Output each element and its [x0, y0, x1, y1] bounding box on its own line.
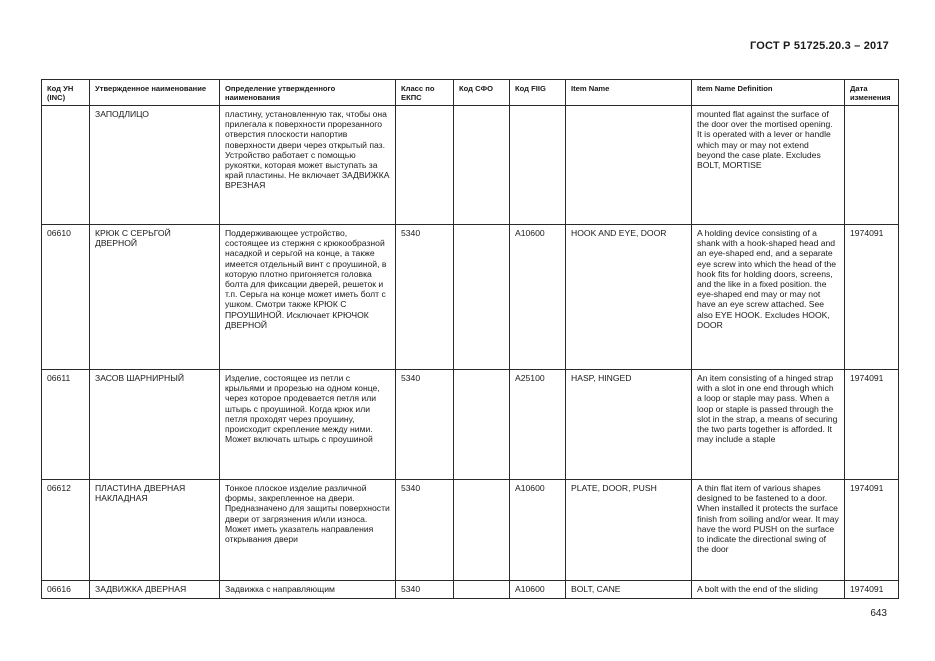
- cell-item-name: [566, 106, 692, 225]
- cell-date: 1974091: [845, 225, 899, 370]
- cell-sfo: [454, 480, 510, 581]
- cell-fiig: [510, 106, 566, 225]
- cell-definition: Тонкое плоское изделие различной формы, закрепленное на двери. Предназначено для защиты поверхности двери от загрязнения и/или износа. Может иметь указатель направления открывания двери: [220, 480, 396, 581]
- cell-name: ПЛАСТИНА ДВЕРНАЯ НАКЛАДНАЯ: [90, 480, 220, 581]
- cell-code: 06611: [42, 370, 90, 480]
- table-row: [42, 370, 899, 480]
- col-header-class: Класс по ЕКПС: [396, 80, 454, 106]
- cell-name: ЗАДВИЖКА ДВЕРНАЯ: [90, 581, 220, 599]
- cell-fiig: A10600: [510, 225, 566, 370]
- cell-code: [42, 106, 90, 225]
- cell-class: 5340: [396, 581, 454, 599]
- table-header-row: [42, 80, 899, 106]
- cell-date: 1974091: [845, 370, 899, 480]
- cell-sfo: [454, 581, 510, 599]
- cell-item-definition: A bolt with the end of the sliding: [692, 581, 845, 599]
- cell-item-definition: A holding device consisting of a shank with a hook-shaped head and an eye-shaped end, and a separate eye screw into which the head of the hook fits for holding doors, screens, and the like in a fixed position. the eye-shaped end may or may not have an eye screw attached. See also EYE HOOK. Excludes HOOK, DOOR: [692, 225, 845, 370]
- table-row: [42, 480, 899, 581]
- cell-class: 5340: [396, 370, 454, 480]
- document-standard-title: ГОСТ Р 51725.20.3 – 2017: [749, 40, 889, 52]
- table-row: [42, 225, 899, 370]
- col-header-name: Утвержденное наименование: [90, 80, 220, 106]
- catalog-table: [41, 79, 899, 599]
- col-header-fiig: Код FIIG: [510, 80, 566, 106]
- col-header-item-name: Item Name: [566, 80, 692, 106]
- cell-fiig: A10600: [510, 581, 566, 599]
- col-header-date: Дата изменения: [845, 80, 899, 106]
- cell-item-name: HASP, HINGED: [566, 370, 692, 480]
- col-header-code: Код УН (INC): [42, 80, 90, 106]
- cell-class: [396, 106, 454, 225]
- cell-definition: пластину, установленную так, чтобы она прилегала к поверхности прорезанного отверстия плоскости напортив поверхности двери через открытый паз. Устройство работает с помощью рукоятки, которая может выступать за край пластины. Не включает ЗАДВИЖКА ВРЕЗНАЯ: [220, 106, 396, 225]
- cell-item-name: PLATE, DOOR, PUSH: [566, 480, 692, 581]
- cell-item-name: HOOK AND EYE, DOOR: [566, 225, 692, 370]
- col-header-sfo: Код СФО: [454, 80, 510, 106]
- table-row: [42, 106, 899, 225]
- cell-code: 06616: [42, 581, 90, 599]
- col-header-item-definition: Item Name Definition: [692, 80, 845, 106]
- cell-date: 1974091: [845, 480, 899, 581]
- cell-name: ЗАПОДЛИЦО: [90, 106, 220, 225]
- cell-code: 06612: [42, 480, 90, 581]
- cell-item-definition: mounted flat against the surface of the door over the mortised opening. It is operated with a lever or handle which may or may not extend beyond the case plate. Excludes BOLT, MORTISE: [692, 106, 845, 225]
- cell-definition: Поддерживающее устройство, состоящее из стержня с крюкообразной насадкой и серьгой на конце, а также имеется отдельный винт с проушиной, в которую плотно пригоняется головка болта для фиксации дверей, решеток и т.п. Серьга на конце может иметь болт с ушком. Смотри также КРЮК С ПРОУШИНОЙ. Исключает КРЮЧОК ДВЕРНОЙ: [220, 225, 396, 370]
- cell-date: [845, 106, 899, 225]
- cell-sfo: [454, 370, 510, 480]
- cell-fiig: A10600: [510, 480, 566, 581]
- cell-name: КРЮК С СЕРЬГОЙ ДВЕРНОЙ: [90, 225, 220, 370]
- cell-item-definition: A thin flat item of various shapes designed to be fastened to a door. When installed it protects the surface finish from soiling and/or wear. It may have the word PUSH on the surface to indicate the directional swing of the door: [692, 480, 845, 581]
- cell-class: 5340: [396, 480, 454, 581]
- cell-sfo: [454, 106, 510, 225]
- cell-code: 06610: [42, 225, 90, 370]
- cell-fiig: A25100: [510, 370, 566, 480]
- cell-item-name: BOLT, CANE: [566, 581, 692, 599]
- cell-item-definition: An item consisting of a hinged strap with a slot in one end through which a loop or staple may pass. When a loop or staple is passed through the slot in the strap, a means of securing the two parts together is afforded. It may include a staple: [692, 370, 845, 480]
- cell-definition: Изделие, состоящее из петли с крыльями и прорезью на одном конце, через которое продевается петля или штырь с проушиной. Когда крюк или петля проходят через проушину, происходит скрепление между ними. Может включать штырь с проушиной: [220, 370, 396, 480]
- page-number: 643: [870, 608, 887, 619]
- cell-sfo: [454, 225, 510, 370]
- col-header-definition: Определение утвержденного наименования: [220, 80, 396, 106]
- cell-name: ЗАСОВ ШАРНИРНЫЙ: [90, 370, 220, 480]
- cell-class: 5340: [396, 225, 454, 370]
- cell-definition: Задвижка с направляющим: [220, 581, 396, 599]
- table-row: [42, 581, 899, 599]
- cell-date: 1974091: [845, 581, 899, 599]
